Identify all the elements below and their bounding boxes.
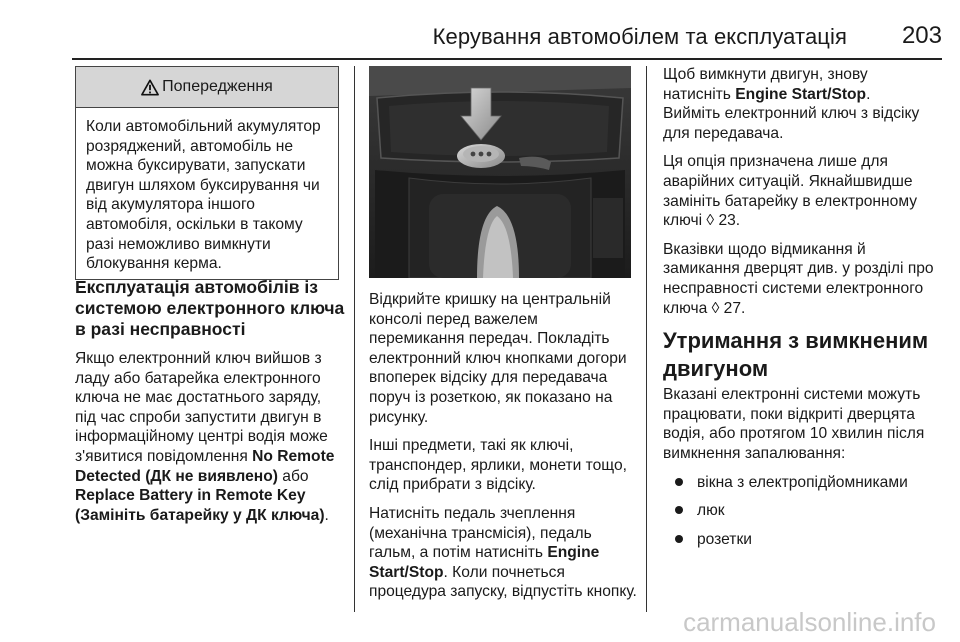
page-number: 203 xyxy=(901,22,942,49)
bullet-icon xyxy=(675,535,683,543)
message-no-remote: No Remote Detected (ДК не виявлено) xyxy=(75,447,335,485)
column-divider-1 xyxy=(354,66,355,612)
column-1 xyxy=(75,277,345,534)
col2-paragraph-1: Відкрийте кришку на центральній консолі перед важелем перемикання передач. Покладіть електронний ключ кнопками догори впоперек відсіку для передавача поруч із розеткою, як показано на рисунку. xyxy=(369,291,627,426)
warning-text: Коли автомобільний акумулятор розряджений, автомобіль не можна буксирувати, запускати двигун шляхом буксирування чи від акумулятора іншого автомобіля, оскільки в такому разі неможливо вимкнути блокування керма. xyxy=(86,118,321,273)
dead-key-text: Якщо електронний ключ вийшов з ладу або батарейка електронного ключа не має достатнього заряду, під час спроби запустити двигун в інформаційному центрі водія може з'явитися повідомлення xyxy=(75,350,328,465)
bullet-icon xyxy=(675,478,683,486)
column-2 xyxy=(369,290,637,611)
message-replace-battery: Replace Battery in Remote Key (Замініть батарейку у ДК ключа) xyxy=(75,487,325,524)
console-photo xyxy=(369,66,631,278)
col3-paragraph-4: Вказані електронні системи можуть працювати, поки відкриті дверцята водія, або протягом 10 хвилин після вимкнення запалювання: xyxy=(663,386,925,462)
col3-p2-end: . xyxy=(735,212,741,230)
page-header xyxy=(72,14,942,56)
col3-paragraph-1 xyxy=(663,65,938,104)
engine-start-stop-label-2: Engine Start/Stop xyxy=(735,85,867,103)
col3-p3-text: Вказівки щодо відмикання й замикання дверцят див. у розділі про несправності системи електронного ключа xyxy=(663,240,934,317)
page-title: Керування автомобілем та експлуатація xyxy=(432,24,847,49)
col2-paragraph-2: Інші предмети, такі як ключі, транспондер, ярлики, монети тощо, слід прибрати з відсіку. xyxy=(369,437,627,494)
dead-key-or: або xyxy=(277,467,309,485)
section-heading-retained-power: Утримання з вимкненим двигуном xyxy=(663,328,929,382)
col3-p1-end: . xyxy=(866,85,871,103)
list-item-text: розетки xyxy=(697,530,752,548)
page-reference-27[interactable]: 27 xyxy=(723,299,741,317)
col3-paragraph-2 xyxy=(663,152,938,230)
warning-triangle-icon xyxy=(141,79,159,96)
header-rule xyxy=(72,58,942,60)
list-item xyxy=(663,473,938,493)
col3-paragraph-3 xyxy=(663,240,938,318)
engine-start-stop-label: Engine Start/Stop xyxy=(369,544,600,581)
bullet-icon xyxy=(675,506,683,514)
key-pocket-illustration xyxy=(369,66,631,278)
column-divider-2 xyxy=(646,66,647,612)
list-item-text: вікна з електропідйомниками xyxy=(697,473,908,491)
col3-p2-text: Ця опція призначена лише для аварійних ситуацій. Якнайшвидше замініть батарейку в електронному ключі xyxy=(663,153,918,230)
column-3 xyxy=(663,65,938,558)
col3-p1-text: Щоб вимкнути двигун, знову натисніть xyxy=(663,66,868,103)
section-heading-dead-key: Експлуатація автомобілів із системою електронного ключа в разі несправності xyxy=(75,277,345,339)
col2-p3-end: . Коли почнеться процедура запуску, відпустіть кнопку. xyxy=(369,563,637,601)
list-item xyxy=(663,501,938,521)
dead-key-end: . xyxy=(324,506,329,524)
warning-header xyxy=(76,67,338,108)
watermark: carmanualsonline.info xyxy=(683,607,936,637)
page-reference-23[interactable]: 23 xyxy=(718,212,736,230)
dead-key-paragraph xyxy=(75,349,345,525)
col3-paragraph-1b: Вийміть електронний ключ з відсіку для передавача. xyxy=(663,105,920,142)
warning-box xyxy=(75,66,339,280)
warning-title: Попередження xyxy=(162,78,273,95)
col2-paragraph-3 xyxy=(369,504,637,602)
list-item-text: люк xyxy=(697,502,725,520)
page-reference-arrow-icon: ◊ xyxy=(711,299,720,317)
col3-p3-end: . xyxy=(741,299,746,317)
retained-power-list xyxy=(663,473,938,550)
list-item xyxy=(663,530,938,550)
page-reference-arrow-icon: ◊ xyxy=(706,212,715,230)
col2-p3-text: Натисніть педаль зчеплення (механічна трансмісія), педаль гальм, а потім натисніть xyxy=(369,504,592,562)
